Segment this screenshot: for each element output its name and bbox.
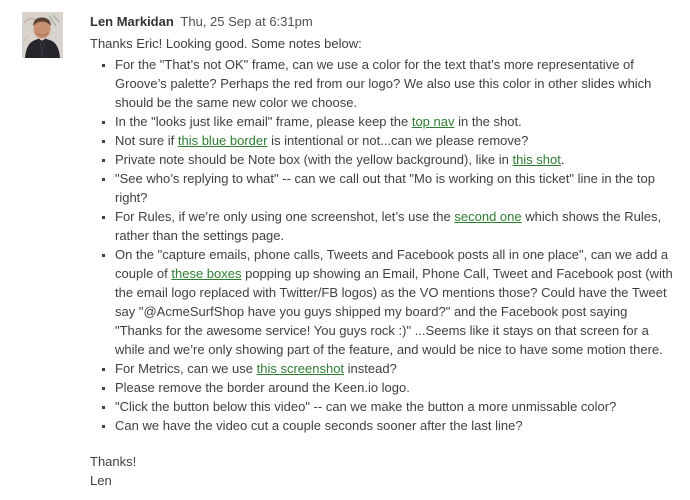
note-item: ▪ Can we have the video cut a couple seconds sooner after the last line? [115, 416, 678, 435]
note-link[interactable]: this screenshot [256, 361, 345, 376]
greeting-text: Thanks Eric! Looking good. Some notes below: [90, 36, 362, 51]
closing-signature [90, 452, 678, 490]
note-item: ▪ For the "That’s not OK" frame, can we use a color for the text that’s more representative of Groove’s palette? Perhaps the red from our logo? We also use this color in other slides which should be the same new color we choose. [115, 55, 678, 112]
note-item: ▪ For Metrics, can we use this screenshot instead? [115, 359, 678, 378]
note-link[interactable]: second one [454, 209, 522, 224]
author-avatar [22, 12, 63, 58]
note-link[interactable]: this blue border [177, 133, 268, 148]
closing-name: Len [90, 473, 112, 488]
closing-line: Thanks! [90, 454, 137, 469]
comment-body [90, 12, 678, 490]
avatar-photo [22, 12, 63, 58]
note-item: ▪ On the "capture emails, phone calls, Tweets and Facebook posts all in one place", can we add a couple of these boxes popping up showing an Email, Phone Call, Tweet and Facebook post (with the email logo replaced with Twitter/FB logos) as the VO mentions those? Could have the Tweet say "@AcmeSurfShop have you guys shipped my board?" and the Facebook post saying "Thanks for the awesome service! You guys rock :)" ...Seems like it stays on that screen for a while and we’re only showing part of the feature, and would be nice to have some motion there. [115, 245, 678, 359]
note-link[interactable]: top nav [411, 114, 455, 129]
comment-header [90, 12, 678, 31]
note-item: ▪ Private note should be Note box (with the yellow background), like in this shot. [115, 150, 678, 169]
note-item: ▪ In the "looks just like email" frame, please keep the top nav in the shot. [115, 112, 678, 131]
note-link[interactable]: these boxes [171, 266, 242, 281]
note-item: ▪ Please remove the border around the Keen.io logo. [115, 378, 678, 397]
note-item: ▪ "See who’s replying to what" -- can we call out that "Mo is working on this ticket" line in the top right? [115, 169, 678, 207]
note-item: ▪ Not sure if this blue border is intentional or not...can we please remove? [115, 131, 678, 150]
author-name: Len Markidan [90, 14, 174, 29]
comment-timestamp: Thu, 25 Sep at 6:31pm [180, 14, 313, 29]
note-item: ▪ "Click the button below this video" -- can we make the button a more unmissable color? [115, 397, 678, 416]
note-link[interactable]: this shot [512, 152, 561, 167]
notes-list [90, 55, 678, 435]
note-item: ▪ For Rules, if we’re only using one screenshot, let’s use the second one which shows the Rules, rather than the settings page. [115, 207, 678, 245]
